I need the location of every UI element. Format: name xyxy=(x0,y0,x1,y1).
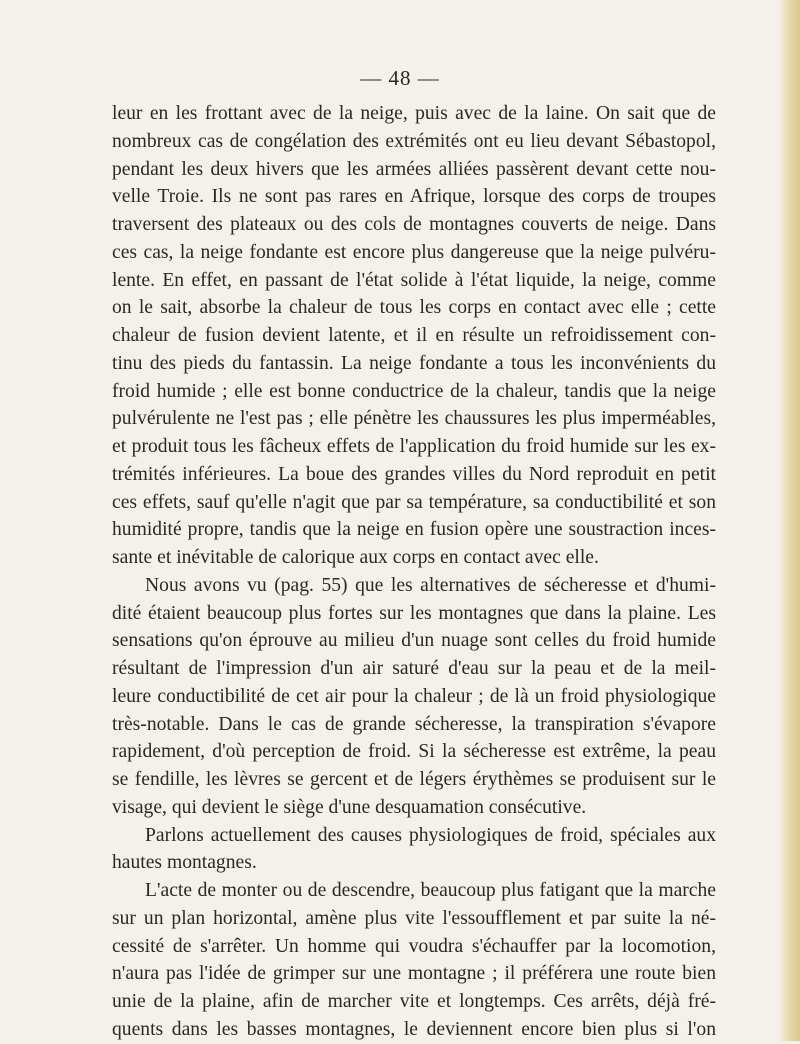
paragraph-2 xyxy=(112,572,716,822)
text-line: sante et inévitable de calorique aux corps en contact avec elle. xyxy=(112,547,599,568)
text-line: cessité de s'arrêter. Un homme qui voudra s'échauffer par la locomotion, xyxy=(112,935,716,957)
paragraph-1 xyxy=(112,100,716,572)
text-line: trémités inférieures. La boue des grandes villes du Nord reproduit en petit xyxy=(112,463,716,485)
text-line: dité étaient beaucoup plus fortes sur les montagnes que dans la plaine. Les xyxy=(112,602,716,624)
text-line: très-notable. Dans le cas de grande sécheresse, la transpiration s'évapore xyxy=(112,713,716,735)
text-line: rapidement, d'où perception de froid. Si la sécheresse est extrême, la peau xyxy=(112,741,716,763)
text-line: se fendille, les lèvres se gercent et de légers érythèmes se produisent sur le xyxy=(112,769,716,790)
text-line: humidité propre, tandis que la neige en fusion opère une soustraction inces- xyxy=(112,519,716,541)
text-line: L'acte de monter ou de descendre, beaucoup plus fatigant que la marche xyxy=(145,880,716,901)
text-line: hautes montagnes. xyxy=(112,852,257,874)
text-line: résultant de l'impression d'un air saturé d'eau sur la peau et de la meil- xyxy=(112,658,716,679)
text-line: traversent des plateaux ou des cols de montagnes couverts de neige. Dans xyxy=(112,214,716,235)
text-line: froid humide ; elle est bonne conductrice de la chaleur, tandis que la neige xyxy=(112,380,716,402)
text-line: pulvérulente ne l'est pas ; elle pénètre les chaussures les plus imperméables, xyxy=(112,408,716,430)
text-line: tinu des pieds du fantassin. La neige fondante a tous les inconvénients du xyxy=(112,352,716,374)
text-line: on le sait, absorbe la chaleur de tous les corps en contact avec elle ; cette xyxy=(112,297,716,319)
text-line: visage, qui devient le siège d'une desquamation consécutive. xyxy=(112,796,587,818)
text-line: velle Troie. Ils ne sont pas rares en Afrique, lorsque des corps de troupes xyxy=(112,186,716,208)
text-line: pendant les deux hivers que les armées alliées passèrent devant cette nou- xyxy=(112,158,716,180)
text-line: ces cas, la neige fondante est encore plus dangereuse que la neige pulvéru- xyxy=(112,241,716,263)
text-line: sensations qu'on éprouve au milieu d'un nuage sont celles du froid humide xyxy=(112,630,716,652)
text-line: ces effets, sauf qu'elle n'agit que par sa température, sa conductibilité et son xyxy=(112,491,716,513)
text-line: lente. En effet, en passant de l'état solide à l'état liquide, la neige, comme xyxy=(112,269,716,291)
text-line: Nous avons vu (pag. 55) que les alternatives de sécheresse et d'humi- xyxy=(145,574,716,596)
paragraph-3 xyxy=(112,822,716,878)
page-number: — 48 — xyxy=(360,66,440,90)
text-line: chaleur de fusion devient latente, et il en résulte un refroidissement con- xyxy=(112,325,716,346)
text-line: sur un plan horizontal, amène plus vite l'essoufflement et par suite la né- xyxy=(112,907,716,929)
body-text xyxy=(112,100,716,1044)
text-line: n'aura pas l'idée de grimper sur une montagne ; il préférera une route bien xyxy=(112,963,716,985)
text-line: nombreux cas de congélation des extrémités ont eu lieu devant Sébastopol, xyxy=(112,130,716,152)
text-line: Parlons actuellement des causes physiologiques de froid, spéciales aux xyxy=(145,824,716,846)
text-line: leur en les frottant avec de la neige, puis avec de la laine. On sait que de xyxy=(112,103,716,124)
text-line: unie de la plaine, afin de marcher vite et longtemps. Ces arrêts, déjà fré- xyxy=(112,991,716,1012)
text-line: quents dans les basses montagnes, le deviennent encore bien plus si l'on xyxy=(112,1018,716,1040)
page-binding-edge xyxy=(778,0,800,1041)
text-line: leure conductibilité de cet air pour la chaleur ; de là un froid physiologique xyxy=(112,685,716,707)
paragraph-4 xyxy=(112,877,716,1044)
text-line: et produit tous les fâcheux effets de l'application du froid humide sur les ex- xyxy=(112,436,716,457)
